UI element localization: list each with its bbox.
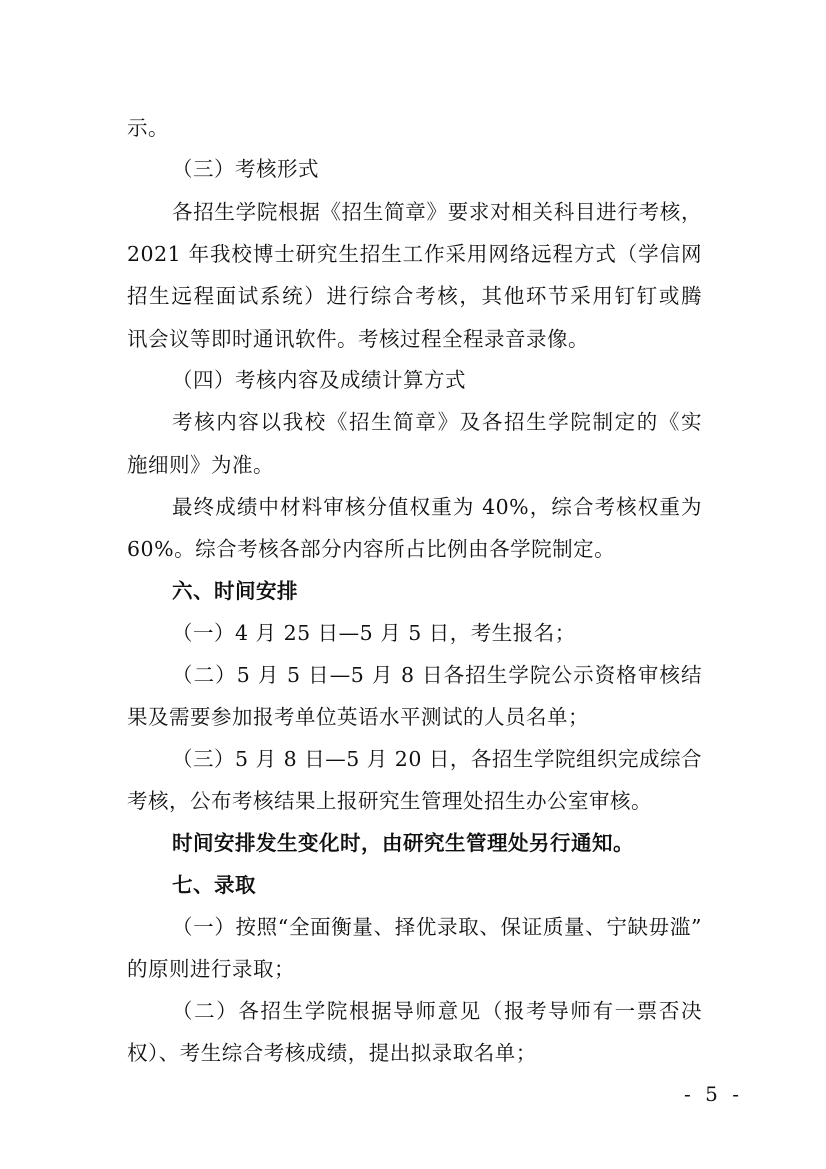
bold-notice: 时间安排发生变化时，由研究生管理处另行通知。 bbox=[172, 831, 634, 855]
text-line: （二）5 月 5 日—5 月 8 日各招生学院公示资格审核结 bbox=[172, 663, 702, 687]
subsection-heading: （三）考核形式 bbox=[172, 157, 319, 181]
section-heading: 七、录取 bbox=[172, 873, 256, 897]
text-line: （一）4 月 25 日—5 月 5 日，考生报名； bbox=[172, 621, 576, 645]
text-line: 最终成绩中材料审核分值权重为 40%，综合考核权重为 bbox=[172, 495, 702, 519]
text-line: 2021 年我校博士研究生招生工作采用网络远程方式（学信网 bbox=[127, 242, 702, 266]
text-line: （三）5 月 8 日—5 月 20 日，各招生学院组织完成综合 bbox=[172, 747, 702, 771]
text-line: 施细则》为准。 bbox=[127, 453, 274, 477]
text-line: 讯会议等即时通讯软件。考核过程全程录音录像。 bbox=[127, 327, 589, 351]
text-line: 各招生学院根据《招生简章》要求对相关科目进行考核， bbox=[172, 200, 702, 224]
text-line: 考核，公布考核结果上报研究生管理处招生办公室审核。 bbox=[127, 789, 652, 813]
text-line: 的原则进行录取； bbox=[127, 957, 295, 981]
text-line: 权）、考生综合考核成绩，提出拟录取名单； bbox=[127, 1041, 537, 1065]
text-line: （二）各招生学院根据导师意见（报考导师有一票否决 bbox=[172, 999, 702, 1023]
text-line: 果及需要参加报考单位英语水平测试的人员名单； bbox=[127, 705, 589, 729]
page-number: - 5 - bbox=[684, 1082, 743, 1106]
section-heading: 六、时间安排 bbox=[172, 579, 298, 603]
text-line: 招生远程面试系统）进行综合考核，其他环节采用钉钉或腾 bbox=[127, 284, 702, 308]
subsection-heading: （四）考核内容及成绩计算方式 bbox=[172, 368, 466, 392]
text-line: 60%。综合考核各部分内容所占比例由各学院制定。 bbox=[127, 537, 616, 561]
text-line: 示。 bbox=[127, 116, 169, 140]
text-line: （一）按照“全面衡量、择优录取、保证质量、宁缺毋滥” bbox=[172, 915, 702, 939]
text-line: 考核内容以我校《招生简章》及各招生学院制定的《实 bbox=[172, 410, 702, 434]
